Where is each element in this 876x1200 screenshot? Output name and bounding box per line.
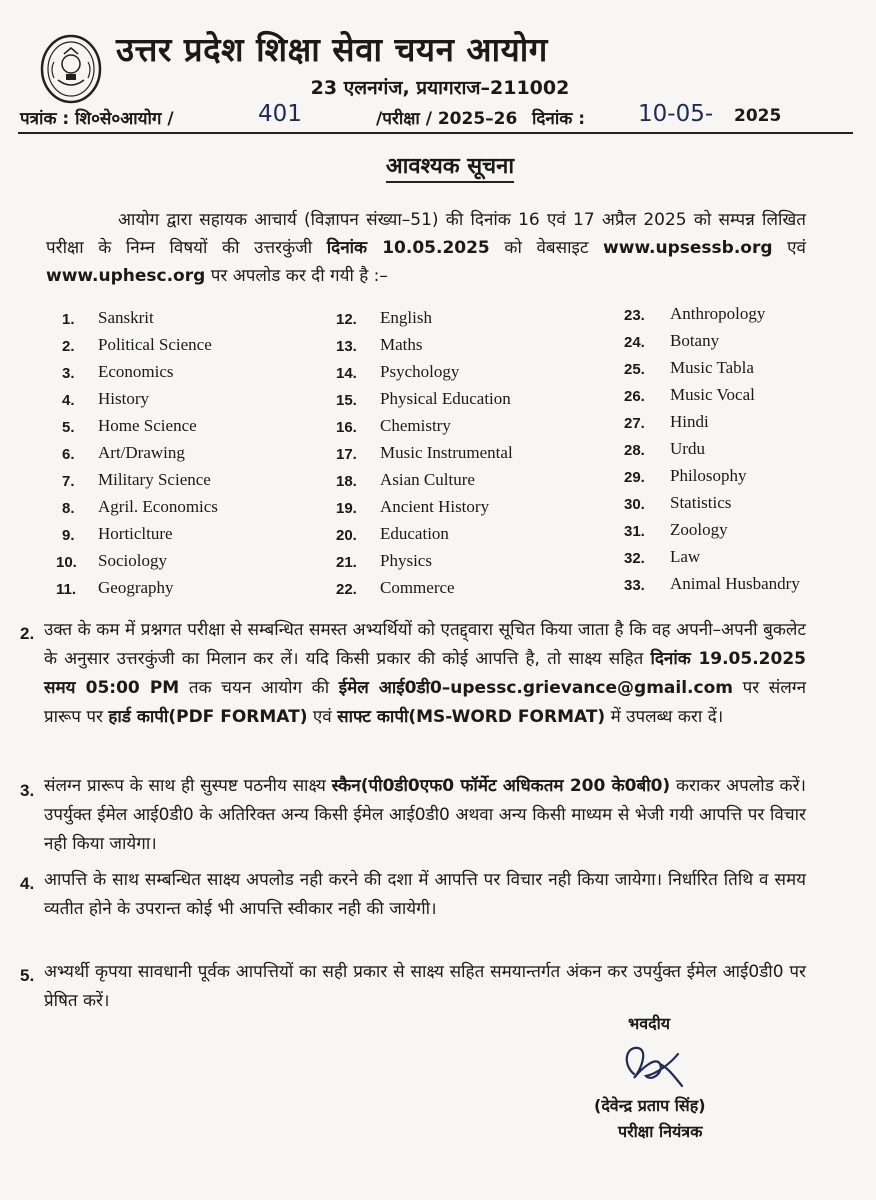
list-item: 17. Music Instrumental <box>336 443 513 463</box>
list-item: 5. Home Science <box>62 416 197 436</box>
reference-line <box>20 101 840 131</box>
list-item: 25. Music Tabla <box>624 358 754 378</box>
signer-designation: परीक्षा नियंत्रक <box>618 1122 703 1141</box>
list-item: 29. Philosophy <box>624 466 747 486</box>
list-item: 18. Asian Culture <box>336 470 475 490</box>
subjects-column-3 <box>624 304 844 601</box>
ref-label: पत्रांक : शि०से०आयोग / <box>20 109 174 129</box>
subjects-column-2 <box>336 308 606 605</box>
emblem-icon <box>40 34 102 104</box>
list-item: 14. Psychology <box>336 362 460 382</box>
list-item: 6. Art/Drawing <box>62 443 185 463</box>
date-handwritten: 10-05- <box>638 101 714 127</box>
list-item: 23. Anthropology <box>624 304 766 324</box>
list-item: 11. Geography <box>56 578 174 598</box>
signer-name: (देवेन्द्र प्रताप सिंह) <box>594 1096 706 1115</box>
list-item: 7. Military Science <box>62 470 211 490</box>
list-item: 20. Education <box>336 524 449 544</box>
list-item: 13. Maths <box>336 335 423 355</box>
list-item: 3. Economics <box>62 362 174 382</box>
point-5-text: अभ्यर्थी कृपया सावधानी पूर्वक आपत्तियों का सही प्रकार से साक्ष्य सहित समयान्तर्गत अंकन कर उपर्युक्त ईमेल आई0डी0 पर प्रेषित करें। <box>44 962 806 1011</box>
list-item: 1. Sanskrit <box>62 308 154 328</box>
list-item: 28. Urdu <box>624 439 705 459</box>
point-number: 4. <box>20 874 35 893</box>
list-item: 2. Political Science <box>62 335 212 355</box>
point-number: 3. <box>20 781 35 800</box>
intro-paragraph: आयोग द्वारा सहायक आचार्य (विज्ञापन संख्या–51) की दिनांक 16 एवं 17 अप्रैल 2025 को सम्पन्न लिखित परीक्षा के निम्न विषयों की उत्तरकुंजी दिनांक 10.05.2025 को वेबसाइट www.upsessb.org एवं www.uphesc.org पर अपलोड कर दी गयी है :– <box>46 210 807 286</box>
point-3-text: संलग्न प्रारूप के साथ ही सुस्पष्ट पठनीय साक्ष्य स्कैन(पी0डी0एफ0 फॉर्मेट अधिकतम 200 के0बी0) कराकर अपलोड करें। उपर्युक्त ईमेल आई0डी0 के अतिरिक्त अन्य किसी ईमेल आई0डी0 अथवा अन्य किसी माध्यम से भेजी गयी आपत्ति पर विचार नही किया जायेगा। <box>44 776 806 854</box>
point-4-text: आपत्ति के साथ सम्बन्धित साक्ष्य अपलोड नही करने की दशा में आपत्ति पर विचार नही किया जायेगा। निर्धारित तिथि व समय व्यतीत होने के उपरान्त कोई भी आपत्ति स्वीकार नही की जायेगी। <box>44 870 806 919</box>
list-item: 12. English <box>336 308 432 328</box>
list-item: 32. Law <box>624 547 701 567</box>
list-item: 8. Agril. Economics <box>62 497 218 517</box>
signature-icon <box>612 1034 692 1094</box>
list-item: 10. Sociology <box>56 551 167 571</box>
list-item: 24. Botany <box>624 331 720 351</box>
date-year: 2025 <box>734 106 782 126</box>
list-item: 31. Zoology <box>624 520 728 540</box>
list-item: 26. Music Vocal <box>624 385 755 405</box>
point-2-text: उक्त के कम में प्रश्नगत परीक्षा से सम्बन्धित समस्त अभ्यर्थियों को एतद्द्वारा सूचित किया जाता है कि वह अपनी–अपनी बुकलेट के अनुसार उत्तरकुंजी का मिलान कर लें। यदि किसी प्रकार की कोई आपत्ति है, तो साक्ष्य सहित दिनांक 19.05.2025 समय 05:00 PM तक चयन आयोग की ईमेल आई0डी0–upessc.grievance@gmail.com पर संलग्न प्रारूप पर हार्ड कापी(PDF FORMAT) एवं साफ्ट कापी(MS-WORD FORMAT) में उपलब्ध करा दें। <box>44 620 807 727</box>
list-item: 9. Horticlture <box>62 524 173 544</box>
point-number: 2. <box>20 624 35 643</box>
org-address: 23 एलनगंज, प्रयागराज–211002 <box>310 77 570 99</box>
list-item: 27. Hindi <box>624 412 709 432</box>
list-item: 16. Chemistry <box>336 416 451 436</box>
org-name: उत्तर प्रदेश शिक्षा सेवा चयन आयोग <box>116 30 548 69</box>
salutation: भवदीय <box>628 1014 671 1033</box>
list-item: 22. Commerce <box>336 578 455 598</box>
list-item: 21. Physics <box>336 551 432 571</box>
list-item: 33. Animal Husbandry <box>624 574 800 594</box>
list-item: 30. Statistics <box>624 493 732 513</box>
header-divider <box>18 132 853 134</box>
ref-number-handwritten: 401 <box>258 101 302 127</box>
ref-suffix: /परीक्षा / 2025–26 <box>376 109 518 129</box>
date-label: दिनांक : <box>532 109 586 129</box>
list-item: 15. Physical Education <box>336 389 511 409</box>
subjects-column-1 <box>56 308 322 605</box>
list-item: 4. History <box>62 389 149 409</box>
list-item: 19. Ancient History <box>336 497 490 517</box>
notice-title: आवश्यक सूचना <box>0 150 876 180</box>
point-number: 5. <box>20 966 35 985</box>
